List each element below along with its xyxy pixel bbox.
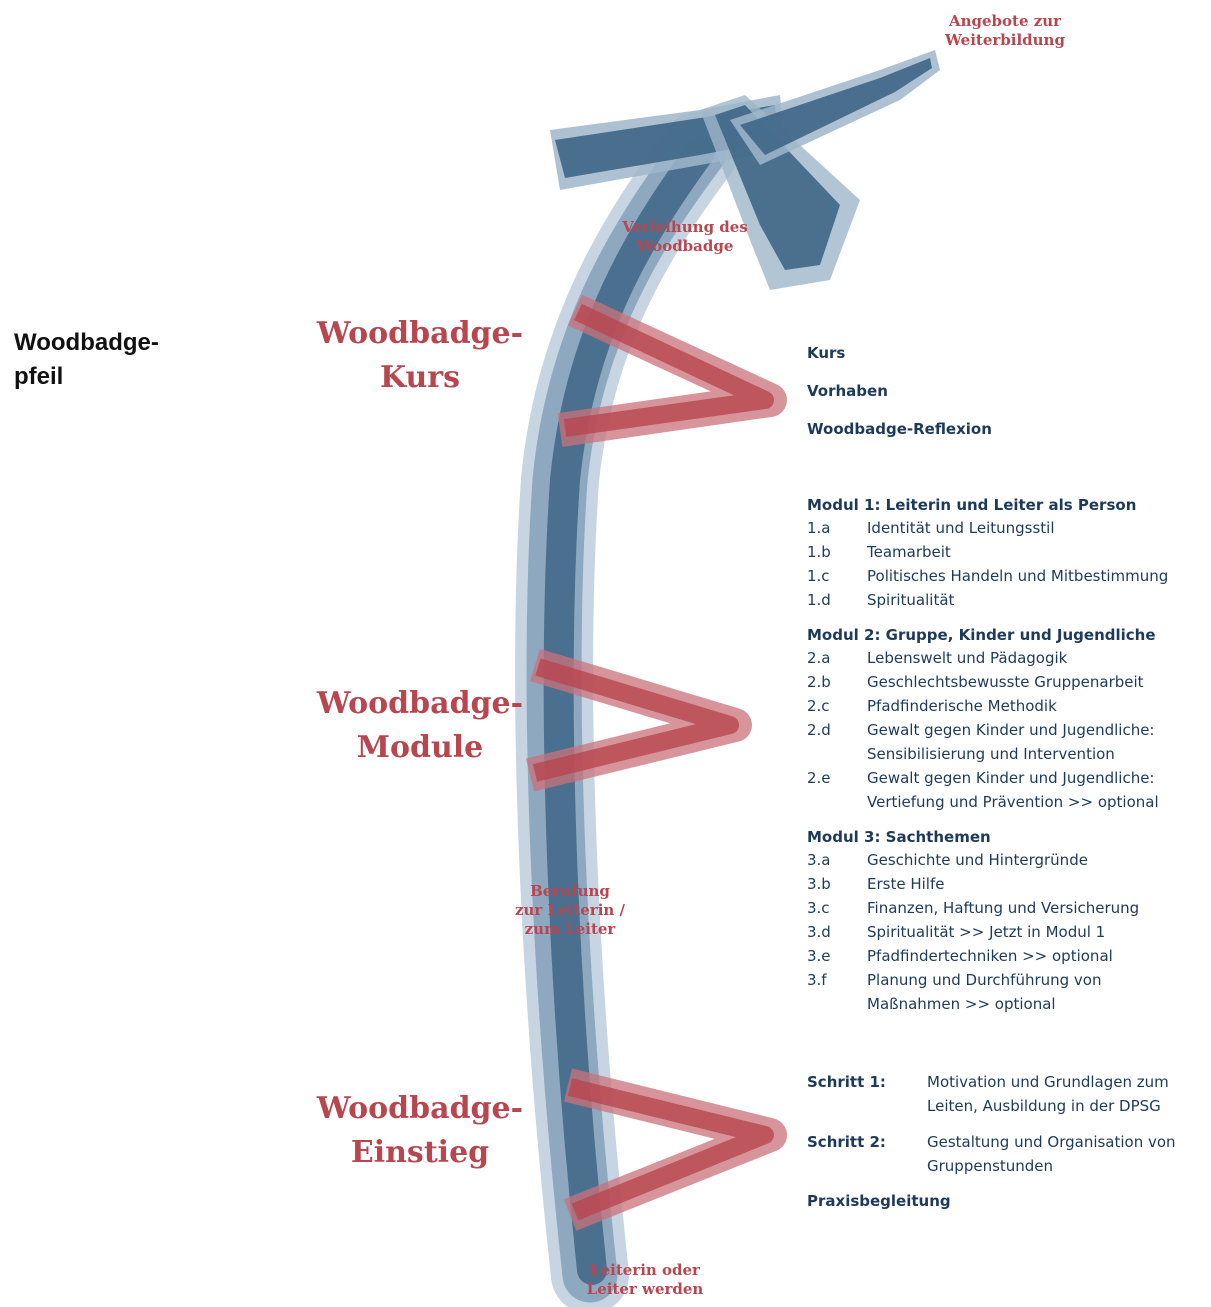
label-angebote-weiterbildung-text: Angebote zur Weiterbildung	[945, 12, 1065, 49]
modul-row-text: Identität und Leitungsstil	[867, 519, 1055, 537]
modul-row-code: 3.a	[807, 851, 831, 869]
modul-row-code: 2.d	[807, 721, 831, 739]
modul-row-code: 1.c	[807, 567, 830, 585]
modul-row	[807, 718, 1207, 766]
modul-row	[807, 968, 1207, 1016]
stage-kurs-line1: Woodbadge-	[316, 316, 524, 351]
modul-row-code: 3.c	[807, 899, 830, 917]
stage-woodbadge-einstieg	[300, 1087, 540, 1175]
modul-row	[807, 872, 1207, 896]
modul-row	[807, 540, 1207, 564]
modul-2	[807, 624, 1207, 814]
modul-row-text: Politisches Handeln und Mitbestimmung	[867, 567, 1169, 585]
modul-row	[807, 944, 1207, 968]
kurs-item-reflexion: Woodbadge-Reflexion	[807, 420, 992, 438]
modul-row	[807, 516, 1207, 540]
modul-row-text: Gewalt gegen Kinder und Jugendliche: Sensibilisierung und Intervention	[867, 721, 1155, 763]
modul-3-title: Modul 3: Sachthemen	[807, 828, 991, 846]
label-berufung	[500, 882, 640, 939]
modul-2-title: Modul 2: Gruppe, Kinder und Jugendliche	[807, 626, 1156, 644]
modul-row-text: Geschlechtsbewusste Gruppenarbeit	[867, 673, 1144, 691]
page-title	[14, 326, 214, 394]
modul-row-code: 2.c	[807, 697, 830, 715]
label-verleihung-text: Verleihung des Woodbadge	[622, 218, 748, 255]
step-text: Gestaltung und Organisation von Gruppenstunden	[927, 1133, 1176, 1175]
modul-row	[807, 694, 1207, 718]
modul-row-code: 2.e	[807, 769, 831, 787]
modul-row-code: 1.d	[807, 591, 831, 609]
modul-row-text: Planung und Durchführung von Maßnahmen >> optional	[867, 971, 1102, 1013]
label-berufung-text: Berufung zur Leiterin / zum Leiter	[514, 882, 626, 938]
modul-row	[807, 588, 1207, 612]
modul-row-text: Erste Hilfe	[867, 875, 945, 893]
modul-row-text: Gewalt gegen Kinder und Jugendliche: Vertiefung und Prävention >> optional	[867, 769, 1159, 811]
modul-3	[807, 826, 1207, 1016]
kurs-items	[807, 344, 992, 458]
modul-row-text: Lebenswelt und Pädagogik	[867, 649, 1068, 667]
modul-row	[807, 766, 1207, 814]
page-title-text: Woodbadge- pfeil	[14, 329, 159, 390]
stage-woodbadge-module	[300, 682, 540, 770]
stage-module-line2: Module	[356, 730, 484, 765]
modul-row-code: 2.a	[807, 649, 831, 667]
modul-row	[807, 564, 1207, 588]
einstieg-step-2	[807, 1130, 1207, 1192]
praxisbegleitung: Praxisbegleitung	[807, 1192, 951, 1210]
modul-row-text: Spiritualität	[867, 591, 955, 609]
einstieg-step-1	[807, 1070, 1207, 1130]
modul-row-code: 1.b	[807, 543, 831, 561]
modul-row-text: Pfadfinderische Methodik	[867, 697, 1057, 715]
modul-row-text: Finanzen, Haftung und Versicherung	[867, 899, 1140, 917]
modul-row-code: 3.d	[807, 923, 831, 941]
stage-module-line1: Woodbadge-	[316, 686, 524, 721]
modul-row-text: Geschichte und Hintergründe	[867, 851, 1088, 869]
label-verleihung	[605, 218, 765, 256]
stage-einstieg-line2: Einstieg	[350, 1135, 490, 1170]
step-label: Schritt 2:	[807, 1133, 886, 1151]
kurs-item-kurs: Kurs	[807, 344, 846, 362]
stage-kurs-line2: Kurs	[380, 360, 460, 395]
stage-einstieg-line1: Woodbadge-	[316, 1091, 524, 1126]
step-label: Schritt 1:	[807, 1073, 886, 1091]
modul-row-code: 3.f	[807, 971, 827, 989]
modul-row	[807, 848, 1207, 872]
modul-row	[807, 646, 1207, 670]
step-text: Motivation und Grundlagen zum Leiten, Ausbildung in der DPSG	[927, 1073, 1169, 1115]
modul-1	[807, 494, 1207, 612]
label-leiter-werden-text: Leiterin oder Leiter werden	[586, 1261, 704, 1298]
label-leiter-werden	[570, 1261, 720, 1299]
label-angebote-weiterbildung	[915, 12, 1095, 50]
modul-row-text: Teamarbeit	[867, 543, 951, 561]
modul-row-text: Pfadfindertechniken >> optional	[867, 947, 1113, 965]
einstieg-steps	[807, 1070, 1207, 1210]
modul-1-title: Modul 1: Leiterin und Leiter als Person	[807, 496, 1137, 514]
modul-row-code: 2.b	[807, 673, 831, 691]
module-list	[807, 494, 1207, 1016]
modul-row	[807, 670, 1207, 694]
stage-woodbadge-kurs	[300, 312, 540, 400]
kurs-item-vorhaben: Vorhaben	[807, 382, 888, 400]
modul-row	[807, 896, 1207, 920]
modul-row-code: 3.e	[807, 947, 831, 965]
modul-row-text: Spiritualität >> Jetzt in Modul 1	[867, 923, 1106, 941]
modul-row-code: 1.a	[807, 519, 831, 537]
modul-row	[807, 920, 1207, 944]
modul-row-code: 3.b	[807, 875, 831, 893]
